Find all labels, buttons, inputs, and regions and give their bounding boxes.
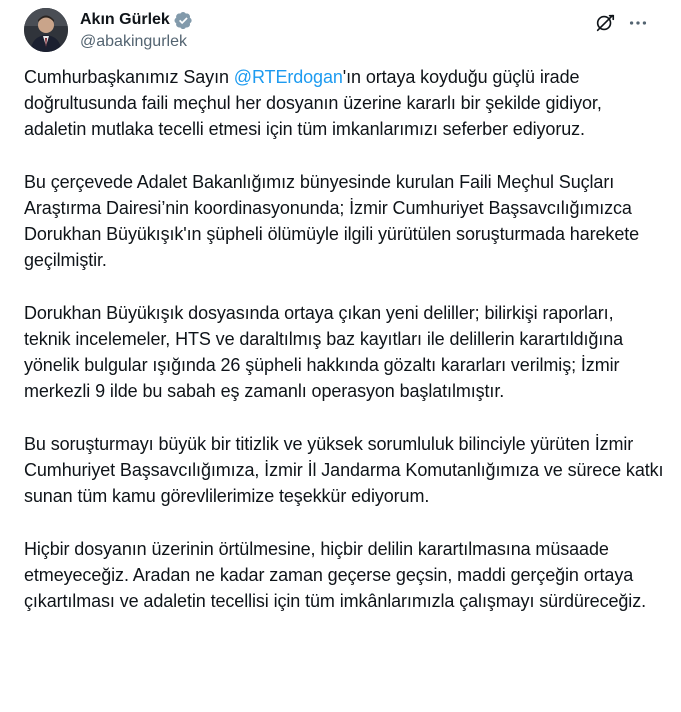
paragraph-1 — [24, 64, 664, 143]
grok-icon[interactable] — [594, 12, 616, 34]
avatar-image — [24, 8, 68, 52]
paragraph-4: Bu soruşturmayı büyük bir titizlik ve yüksek sorumluluk bilinciyle yürüten İzmir Cumhuriyet Başsavcılığımıza, İzmir İl Jandarma Komutanlığımıza ve sürece katkı sunan tüm kamu görevlilerimize teşekkür ediyorum. — [24, 433, 664, 507]
paragraph-1-end: 'ın ortaya koyduğu güçlü irade doğrultusunda faili meçhul her dosyanın üzerine kararlı bir şekilde gidiyor, adaletin mutlaka tecelli etmesi için tüm imkanlarımızı seferber ediyoruz. — [24, 67, 602, 140]
paragraph-5: Hiçbir dosyanın üzerinin örtülmesine, hiçbir delilin karartılmasına müsaade etmeyeceğiz. Aradan ne kadar zaman geçerse geçsin, maddi gerçeğin ortaya çıkartılması ve adaletin tecellisi için tüm imkânlarımızla çalışmayı sürdüreceğiz. — [24, 538, 647, 611]
handle[interactable]: @abakingurlek — [80, 33, 187, 50]
paragraph-1-start: Cumhurbaşkanımız Sayın — [24, 67, 234, 87]
name-row — [80, 10, 193, 30]
verified-badge-icon[interactable] — [174, 11, 193, 30]
paragraph-2: Bu çerçevede Adalet Bakanlığımız bünyesinde kurulan Faili Meçhul Suçları Araştırma Dairesi’nin koordinasyonunda; İzmir Cumhuriyet Başsavcılığımızca Dorukhan Büyükışık'ın şüpheli ölümüyle ilgili yürütülen soruşturmada harekete geçilmiştir. — [24, 171, 640, 271]
mention-link[interactable]: @RTErdogan — [233, 67, 343, 87]
tweet-text — [24, 64, 664, 640]
avatar[interactable] — [24, 8, 68, 52]
display-name[interactable]: Akın Gürlek — [80, 11, 170, 28]
paragraph-3: Dorukhan Büyükışık dosyasında ortaya çıkan yeni deliller; bilirkişi raporları, teknik incelemeler, HTS ve daraltılmış baz kayıtları ile delillerin karartıldığına yönelik bulgular ışığında 26 şüpheli hakkında gözaltı kararları verilmiş; İzmir merkezli 9 ilde bu sabah eş zamanlı operasyon başlatılmıştır. — [24, 302, 624, 402]
more-options-icon[interactable] — [627, 12, 649, 34]
